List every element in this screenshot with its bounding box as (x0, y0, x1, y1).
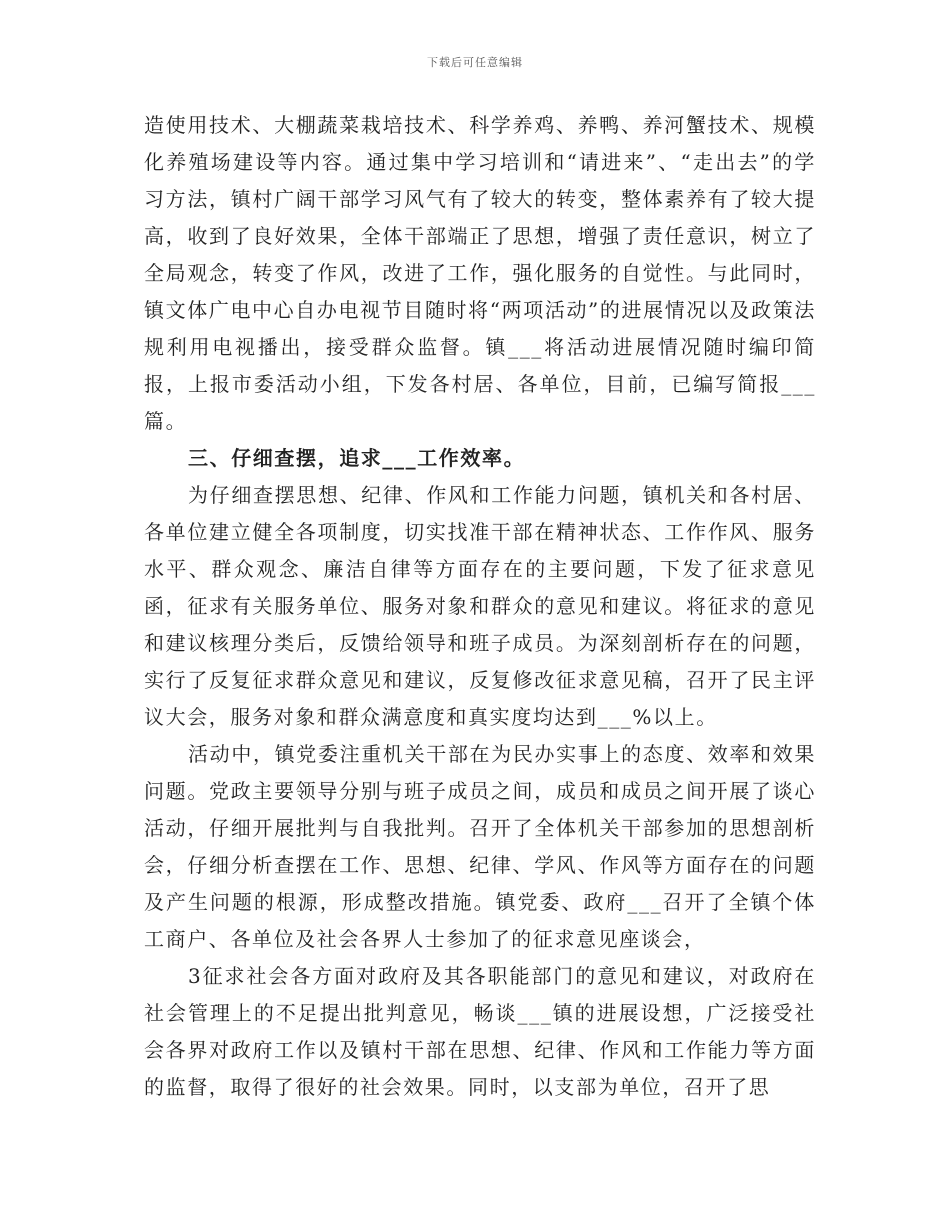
paragraph: 为仔细查摆思想、纪律、作风和工作能力问题，镇机关和各村居、各单位建立健全各项制度，切实找准干部在精神状态、工作作风、服务水平、群众观念、廉洁自律等方面存在的主要问题，下发了征求意见函，征求有关服务单位、服务对象和群众的意见和建议。将征求的意见和建议核理分类后，反馈给领导和班子成员。为深刻剖析存在的问题，实行了反复征求群众意见和建议，反复修改征求意见稿，召开了民主评议大会，服务对象和群众满意度和真实度均达到___%以上。 (144, 483, 816, 729)
document-body (144, 107, 816, 1106)
section-heading: 三、仔细查摆，追求___工作效率。 (188, 446, 526, 470)
paragraph-continuation: 造使用技术、大棚蔬菜栽培技术、科学养鸡、养鸭、养河蟹技术、规模化养殖场建设等内容。通过集中学习培训和“请进来”、“走出去”的学习方法，镇村广阔干部学习风气有了较大的转变，整体素养有了较大提高，收到了良好效果，全体干部端正了思想，增强了责任意识，树立了全局观念，转变了作风，改进了工作，强化服务的自觉性。与此同时，镇文体广电中心自办电视节目随时将“两项活动”的进展情况以及政策法规利用电视播出，接受群众监督。镇___将活动进展情况随时编印简报，上报市委活动小组，下发各村居、各单位，目前，已编写简报___篇。 (144, 113, 816, 433)
page-header: 下载后可任意编辑 (427, 56, 523, 69)
paragraph: 活动中，镇党委注重机关干部在为民办实事上的态度、效率和效果问题。党政主要领导分别与班子成员之间，成员和成员之间开展了谈心活动，仔细开展批判与自我批判。召开了全体机关干部参加的思想剖析会，仔细分析查摆在工作、思想、纪律、学风、作风等方面存在的问题及产生问题的根源，形成整改措施。镇党委、政府___召开了全镇个体工商户、各单位及社会各界人士参加了的征求意见座谈会， (144, 742, 816, 951)
paragraph: 3征求社会各方面对政府及其各职能部门的意见和建议，对政府在社会管理上的不足提出批判意见，畅谈___镇的进展设想，广泛接受社会各界对政府工作以及镇村干部在思想、纪律、作风和工作能力等方面的监督，取得了很好的社会效果。同时，以支部为单位，召开了思 (144, 964, 816, 1099)
